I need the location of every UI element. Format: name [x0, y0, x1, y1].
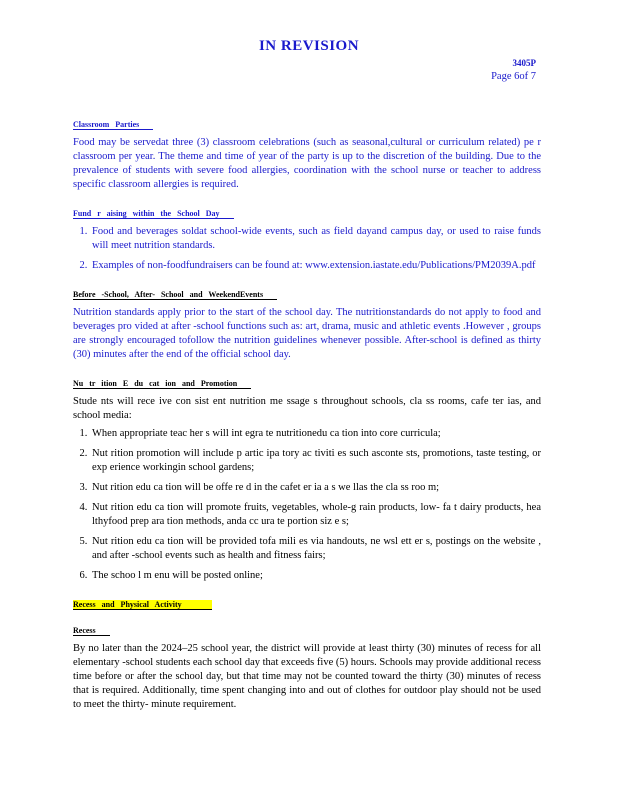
- fundraising-heading: Fund r aising within the School Day: [73, 209, 234, 219]
- list-item: 4. Nut rition edu ca tion will promote fruits, vegetables, whole-g rain products, low- fa t dairy products, hea lthyfood prep ara tion methods, anda cc ura te portion siz e s;: [90, 501, 541, 529]
- recess-pa-section: [73, 594, 541, 616]
- recess-pa-heading: Recess and Physical Activity: [73, 600, 212, 610]
- fundraising-list: [73, 225, 541, 273]
- list-item: 5. Nut rition edu ca tion will be provided tofa mili es via handouts, ne wsl ett er s, postings on the website , and after -school events such as health and fitness fairs;: [90, 535, 541, 563]
- classroom-parties-section: [73, 114, 541, 192]
- list-item: 2. Nut rition promotion will include p artic ipa tory ac tiviti es such asconte sts, promotions, taste testing, or exp erience workingin school gardens;: [90, 447, 541, 475]
- nutrition-education-intro: Stude nts will rece ive con sist ent nutrition me ssage s throughout schools, cla ss rooms, cafe ter ias, and school media:: [73, 396, 541, 421]
- classroom-parties-text: Food may be servedat three (3) classroom celebrations (such as seasonal,cultural or curriculum related) pe r classroom per year. The theme and time of year of the party is up to the discretion of the building. Due to the prevalence of students with severe food allergies, coordination with the school nurse or teacher to address specific classroom allergies is required.: [73, 137, 541, 190]
- list-item: 2. Examples of non-foodfundraisers can be found at: www.extension.iastate.edu/Publications/PM2039A.pdf: [90, 259, 541, 273]
- nutrition-education-section: [73, 373, 541, 583]
- list-item: 1. When appropriate teac her s will int egra te nutritionedu ca tion into core curricula;: [90, 427, 541, 441]
- before-after-heading: Before -School, After- School and WeekendEvents: [73, 290, 277, 300]
- nutrition-education-list: [73, 427, 541, 583]
- revision-stamp: IN REVISION: [258, 38, 360, 54]
- document-body: [73, 114, 541, 723]
- classroom-parties-heading: Classroom Parties: [73, 120, 153, 130]
- before-after-section: [73, 284, 541, 362]
- before-after-text: Nutrition standards apply prior to the start of the school day. The nutritionstandards do not apply to food and beverages pro vided at after -school functions such as: art, drama, music and athletic events .However , groups are strongly encouraged tofollow the nutrition guidelines whenever possible. After-school is defined as thirty (30) minutes after the end of the official school day.: [73, 307, 541, 360]
- recess-section: [73, 620, 541, 712]
- list-item: 6. The schoo l m enu will be posted online;: [90, 569, 541, 583]
- list-item: 3. Nut rition edu ca tion will be offe re d in the cafet er ia a s we llas the cla ss roo m;: [90, 481, 541, 495]
- recess-text: By no later than the 2024–25 school year, the district will provide at least thirty (30) minutes of recess for all elementary -school students each school day that exceeds five (5) hours. Schools may provide additional recess time before or after the school day, but that time may not be counted toward the thirty (30) minutes of recess that is required. Additionally, time spent changing into and out of clothes for outdoor play should not be used to meet the thirty- minute requirement.: [73, 643, 541, 710]
- page-number: Page 6of 7: [491, 71, 536, 82]
- nutrition-education-heading: Nu tr ition E du cat ion and Promotion: [73, 379, 251, 389]
- fundraising-section: [73, 203, 541, 273]
- recess-heading: Recess: [73, 626, 110, 636]
- list-item: 1. Food and beverages soldat school-wide events, such as field dayand campus day, or used to raise funds will meet nutrition standards.: [90, 225, 541, 253]
- document-number: 3405P: [512, 58, 536, 68]
